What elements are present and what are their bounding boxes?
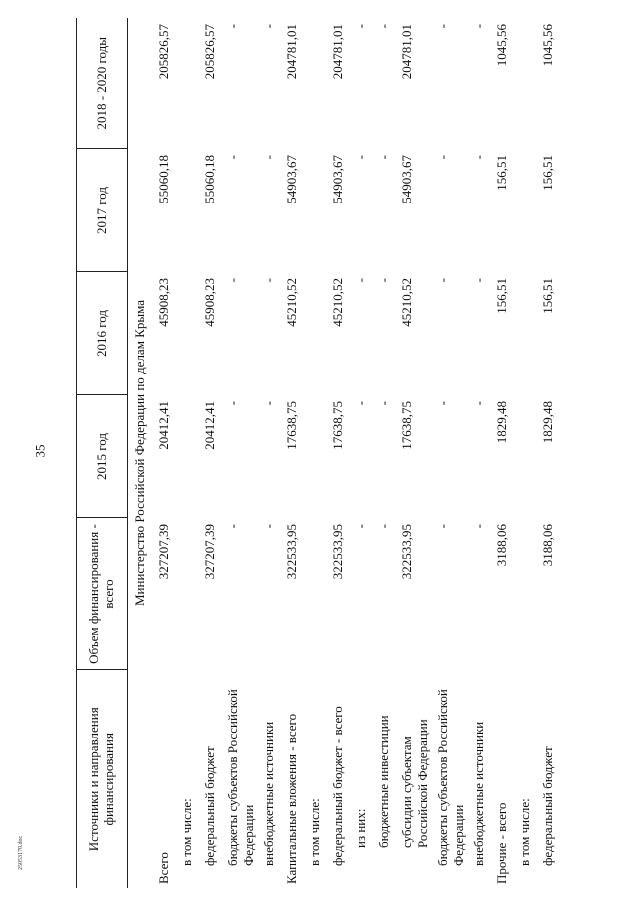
row-label: в том числе: bbox=[179, 798, 194, 866]
cell-2018-2020: - bbox=[376, 24, 391, 29]
cell-2017: - bbox=[225, 155, 240, 160]
row-label: внебюджетные источники bbox=[471, 721, 486, 866]
cell-total: 322533,95 bbox=[399, 524, 414, 580]
row-label: федеральный бюджет bbox=[202, 746, 217, 866]
cell-2017: 54903,67 bbox=[330, 155, 345, 204]
cell-2015: 20412,41 bbox=[156, 401, 171, 450]
cell-2018-2020: - bbox=[435, 24, 450, 29]
cell-2018-2020: - bbox=[225, 24, 240, 29]
cell-2018-2020: 205826,57 bbox=[202, 24, 217, 80]
cell-2016: - bbox=[376, 278, 391, 283]
cell-total: 322533,95 bbox=[330, 524, 345, 580]
cell-2017: - bbox=[471, 155, 486, 160]
cell-2018-2020: 204781,01 bbox=[399, 24, 414, 80]
cell-total: 327207,39 bbox=[156, 524, 171, 580]
section-row bbox=[128, 18, 157, 888]
cell-2018-2020: 204781,01 bbox=[330, 24, 345, 80]
cell-2016: 45908,23 bbox=[202, 278, 217, 327]
cell-2015: 1829,48 bbox=[494, 401, 509, 444]
table-row bbox=[307, 18, 330, 888]
table-row bbox=[156, 18, 179, 888]
cell-2016: - bbox=[261, 278, 276, 283]
cell-total: - bbox=[435, 524, 450, 529]
table-row bbox=[494, 18, 517, 888]
cell-2016: - bbox=[471, 278, 486, 283]
cell-2017: - bbox=[261, 155, 276, 160]
cell-2018-2020: - bbox=[353, 24, 368, 29]
cell-2017 bbox=[179, 149, 202, 272]
cell-2017: - bbox=[376, 155, 391, 160]
cell-2016: 45210,52 bbox=[330, 278, 345, 327]
table-row bbox=[540, 18, 563, 888]
financing-table bbox=[76, 18, 563, 888]
cell-2015: - bbox=[471, 401, 486, 406]
table-row bbox=[471, 18, 494, 888]
cell-2018-2020: - bbox=[471, 24, 486, 29]
cell-2015: - bbox=[376, 401, 391, 406]
cell-2016: - bbox=[435, 278, 450, 283]
rotated-table-wrapper bbox=[76, 18, 584, 888]
table-row bbox=[353, 18, 376, 888]
cell-2015: - bbox=[225, 401, 240, 406]
cell-2017: 54903,67 bbox=[284, 155, 299, 204]
cell-2015 bbox=[517, 395, 540, 518]
cell-2017: 156,51 bbox=[494, 155, 509, 191]
row-label: бюджеты субъектов Российской Федерации bbox=[225, 689, 256, 866]
table-row bbox=[225, 18, 261, 888]
cell-total: 322533,95 bbox=[284, 524, 299, 580]
cell-2015: 1829,48 bbox=[540, 401, 555, 444]
cell-total: - bbox=[471, 524, 486, 529]
cell-2016: 45210,52 bbox=[399, 278, 414, 327]
cell-2015: 17638,75 bbox=[284, 401, 299, 450]
cell-total: - bbox=[261, 524, 276, 529]
cell-2018-2020: - bbox=[261, 24, 276, 29]
row-label: Прочие - всего bbox=[494, 802, 509, 884]
cell-total: 327207,39 bbox=[202, 524, 217, 580]
table-row bbox=[399, 18, 435, 888]
cell-total: - bbox=[353, 524, 368, 529]
cell-2018-2020 bbox=[307, 18, 330, 149]
cell-total bbox=[517, 518, 540, 670]
cell-2016: 156,51 bbox=[494, 278, 509, 314]
cell-2018-2020: 1045,56 bbox=[494, 24, 509, 67]
header-cell: Источники и направления финансирования bbox=[77, 670, 128, 888]
cell-total: - bbox=[376, 524, 391, 529]
cell-2017: 156,51 bbox=[540, 155, 555, 191]
cell-2017: - bbox=[435, 155, 450, 160]
row-label: в том числе: bbox=[517, 798, 532, 866]
table-row bbox=[435, 18, 471, 888]
cell-total: 3188,06 bbox=[494, 524, 509, 567]
cell-2016: - bbox=[353, 278, 368, 283]
cell-2017 bbox=[307, 149, 330, 272]
cell-total bbox=[179, 518, 202, 670]
cell-2018-2020: 205826,57 bbox=[156, 24, 171, 80]
row-label: Всего bbox=[156, 852, 171, 884]
table-row bbox=[376, 18, 399, 888]
cell-2016 bbox=[179, 272, 202, 395]
table-row bbox=[179, 18, 202, 888]
table-row bbox=[261, 18, 284, 888]
cell-2016 bbox=[517, 272, 540, 395]
table-row bbox=[202, 18, 225, 888]
cell-2017: 54903,67 bbox=[399, 155, 414, 204]
cell-2017 bbox=[517, 149, 540, 272]
cell-2016: - bbox=[225, 278, 240, 283]
cell-2018-2020 bbox=[517, 18, 540, 149]
header-cell: Объем финансирования - всего bbox=[77, 518, 128, 670]
cell-2015 bbox=[307, 395, 330, 518]
cell-2017: 55060,18 bbox=[156, 155, 171, 204]
header-cell: 2018 - 2020 годы bbox=[77, 18, 128, 149]
row-label: в том числе: bbox=[307, 798, 322, 866]
table-row bbox=[517, 18, 540, 888]
cell-2016 bbox=[307, 272, 330, 395]
cell-2018-2020: 204781,01 bbox=[284, 24, 299, 80]
row-label: субсидии субъектам Российской Федерации bbox=[399, 719, 430, 848]
page-number: 35 bbox=[32, 444, 48, 458]
cell-total: 3188,06 bbox=[540, 524, 555, 567]
row-label: федеральный бюджет - всего bbox=[330, 706, 345, 866]
cell-2016: 156,51 bbox=[540, 278, 555, 314]
footer-doc-name: 25053170.doc bbox=[18, 835, 24, 870]
header-cell: 2015 год bbox=[77, 395, 128, 518]
section-title: Министерство Российской Федерации по делам Крыма bbox=[132, 300, 147, 607]
row-label: федеральный бюджет bbox=[540, 746, 555, 866]
cell-2018-2020: 1045,56 bbox=[540, 24, 555, 67]
cell-2015: 20412,41 bbox=[202, 401, 217, 450]
cell-2015: - bbox=[353, 401, 368, 406]
cell-2015: 17638,75 bbox=[399, 401, 414, 450]
cell-2015 bbox=[179, 395, 202, 518]
cell-2017: - bbox=[353, 155, 368, 160]
cell-total bbox=[307, 518, 330, 670]
cell-2015: - bbox=[435, 401, 450, 406]
table-row bbox=[330, 18, 353, 888]
cell-2016: 45210,52 bbox=[284, 278, 299, 327]
cell-2015: - bbox=[261, 401, 276, 406]
cell-total: - bbox=[225, 524, 240, 529]
header-cell: 2016 год bbox=[77, 272, 128, 395]
cell-2018-2020 bbox=[179, 18, 202, 149]
cell-2016: 45908,23 bbox=[156, 278, 171, 327]
row-label: бюджетные инвестиции bbox=[376, 715, 391, 848]
header-cell: 2017 год bbox=[77, 149, 128, 272]
header-row bbox=[77, 18, 128, 888]
row-label: Капитальные вложения - всего bbox=[284, 713, 299, 884]
row-label: из них: bbox=[353, 808, 368, 848]
row-label: внебюджетные источники bbox=[261, 721, 276, 866]
cell-2017: 55060,18 bbox=[202, 155, 217, 204]
row-label: бюджеты субъектов Российской Федерации bbox=[435, 689, 466, 866]
table-row bbox=[284, 18, 307, 888]
cell-2015: 17638,75 bbox=[330, 401, 345, 450]
